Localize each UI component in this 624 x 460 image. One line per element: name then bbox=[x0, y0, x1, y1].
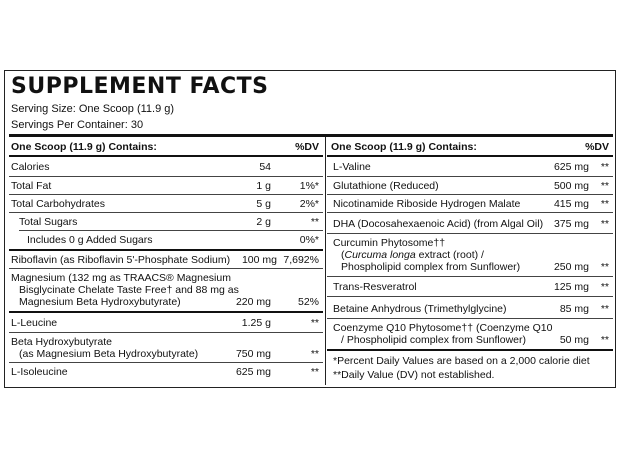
row-rule bbox=[327, 176, 613, 177]
row-curcumin-name-3: Phospholipid complex from Sunflower) bbox=[341, 261, 521, 273]
left-header-rule bbox=[9, 155, 323, 157]
left-dv-header: %DV bbox=[295, 141, 319, 153]
row-isoleucine-name: L-Isoleucine bbox=[11, 366, 68, 378]
row-calories-name: Calories bbox=[11, 161, 50, 173]
row-leucine-name: L-Leucine bbox=[11, 317, 58, 329]
row-betaine-dv: ** bbox=[600, 303, 609, 315]
supplement-facts-panel bbox=[4, 70, 616, 388]
row-glutathione-amount: 500 mg bbox=[553, 180, 589, 192]
row-coq10-amount: 50 mg bbox=[559, 334, 589, 346]
row-leucine-dv: ** bbox=[310, 317, 319, 329]
row-betaine-name: Betaine Anhydrous (Trimethylglycine) bbox=[333, 303, 507, 315]
row-leucine-amount: 1.25 g bbox=[241, 317, 271, 329]
row-coq10-name-2: / Phospholipid complex from Sunflower) bbox=[341, 334, 527, 346]
row-bhb-dv: ** bbox=[310, 348, 319, 360]
row-isoleucine-amount: 625 mg bbox=[235, 366, 271, 378]
right-header-rule bbox=[327, 155, 613, 157]
row-total-fat-name: Total Fat bbox=[11, 180, 52, 192]
row-calories-amount: 54 bbox=[259, 161, 271, 173]
header-thick-rule bbox=[9, 134, 613, 137]
row-dha-amount: 375 mg bbox=[553, 218, 589, 230]
row-curcumin-dv: ** bbox=[600, 261, 609, 273]
row-magnesium-dv: 52% bbox=[297, 296, 319, 308]
row-resveratrol-dv: ** bbox=[600, 281, 609, 293]
row-curcumin-name-1: Curcumin Phytosome†† bbox=[333, 237, 446, 249]
row-thick-rule bbox=[327, 349, 613, 351]
row-magnesium-name-1: Magnesium (132 mg as TRAACS® Magnesium bbox=[11, 272, 231, 284]
right-dv-header: %DV bbox=[585, 141, 609, 153]
row-total-fat-dv: 1%* bbox=[299, 180, 319, 192]
row-magnesium-name-2: Bisglycinate Chelate Taste Free† and 88 mg as bbox=[19, 284, 239, 296]
row-rule bbox=[327, 276, 613, 277]
row-added-sugars-name: Includes 0 g Added Sugars bbox=[27, 234, 153, 246]
row-rule bbox=[9, 176, 323, 177]
row-dha-dv: ** bbox=[600, 218, 609, 230]
row-rule bbox=[9, 362, 323, 363]
row-total-sugars-name: Total Sugars bbox=[19, 216, 78, 228]
row-added-sugars-dv: 0%* bbox=[299, 234, 319, 246]
row-total-sugars-dv: ** bbox=[310, 216, 319, 228]
curcumin-extract-text: extract (root) / bbox=[415, 249, 484, 261]
row-rule bbox=[19, 230, 323, 231]
row-total-carbs-name: Total Carbohydrates bbox=[11, 198, 105, 210]
row-total-sugars-amount: 2 g bbox=[256, 216, 271, 228]
row-betaine-amount: 85 mg bbox=[559, 303, 589, 315]
servings-per-container: Servings Per Container: 30 bbox=[11, 119, 144, 131]
row-coq10-name-1: Coenzyme Q10 Phytosome†† (Coenzyme Q10 bbox=[333, 322, 553, 334]
row-coq10-dv: ** bbox=[600, 334, 609, 346]
row-bhb-name-2: (as Magnesium Beta Hydroxybutyrate) bbox=[19, 348, 199, 360]
right-header-label: One Scoop (11.9 g) Contains: bbox=[331, 141, 477, 153]
row-nicotinamide-dv: ** bbox=[600, 198, 609, 210]
row-isoleucine-dv: ** bbox=[310, 366, 319, 378]
row-valine-dv: ** bbox=[600, 161, 609, 173]
panel-title: SUPPLEMENT FACTS bbox=[11, 74, 269, 99]
row-rule bbox=[9, 194, 323, 195]
row-curcumin-amount: 250 mg bbox=[553, 261, 589, 273]
row-curcumin-name-2 bbox=[341, 249, 484, 261]
row-thick-rule bbox=[9, 249, 323, 251]
row-riboflavin-dv: 7,692% bbox=[283, 254, 319, 266]
row-valine-name: L-Valine bbox=[333, 161, 371, 173]
row-rule bbox=[9, 268, 323, 269]
row-glutathione-name: Glutathione (Reduced) bbox=[333, 180, 439, 192]
footnote-dv-not-established: **Daily Value (DV) not established. bbox=[333, 369, 495, 381]
serving-size: Serving Size: One Scoop (11.9 g) bbox=[11, 103, 175, 115]
footnote-percent-dv: *Percent Daily Values are based on a 2,000 calorie diet bbox=[333, 355, 590, 367]
column-divider bbox=[325, 137, 326, 385]
row-riboflavin-name: Riboflavin (as Riboflavin 5'-Phosphate Sodium) bbox=[11, 254, 231, 266]
curcumin-paren: ( bbox=[341, 249, 345, 261]
row-bhb-amount: 750 mg bbox=[235, 348, 271, 360]
row-rule bbox=[327, 194, 613, 195]
row-thick-rule bbox=[9, 311, 323, 313]
row-rule bbox=[9, 212, 323, 213]
row-rule bbox=[327, 318, 613, 319]
row-rule bbox=[327, 212, 613, 213]
row-magnesium-name-3: Magnesium Beta Hydroxybutyrate) bbox=[19, 296, 181, 308]
row-total-carbs-dv: 2%* bbox=[299, 198, 319, 210]
row-rule bbox=[9, 332, 323, 333]
row-rule bbox=[327, 233, 613, 234]
row-nicotinamide-name: Nicotinamide Riboside Hydrogen Malate bbox=[333, 198, 521, 210]
row-dha-name: DHA (Docosahexaenoic Acid) (from Algal Oil) bbox=[333, 218, 544, 230]
row-rule bbox=[327, 296, 613, 297]
row-magnesium-amount: 220 mg bbox=[235, 296, 271, 308]
row-nicotinamide-amount: 415 mg bbox=[553, 198, 589, 210]
row-total-fat-amount: 1 g bbox=[256, 180, 271, 192]
row-bhb-name-1: Beta Hydroxybutyrate bbox=[11, 336, 112, 348]
row-valine-amount: 625 mg bbox=[553, 161, 589, 173]
row-total-carbs-amount: 5 g bbox=[256, 198, 271, 210]
row-resveratrol-name: Trans-Resveratrol bbox=[333, 281, 417, 293]
curcuma-longa-italic: Curcuma longa bbox=[344, 249, 416, 261]
row-resveratrol-amount: 125 mg bbox=[553, 281, 589, 293]
row-riboflavin-amount: 100 mg bbox=[241, 254, 277, 266]
row-glutathione-dv: ** bbox=[600, 180, 609, 192]
left-header-label: One Scoop (11.9 g) Contains: bbox=[11, 141, 157, 153]
